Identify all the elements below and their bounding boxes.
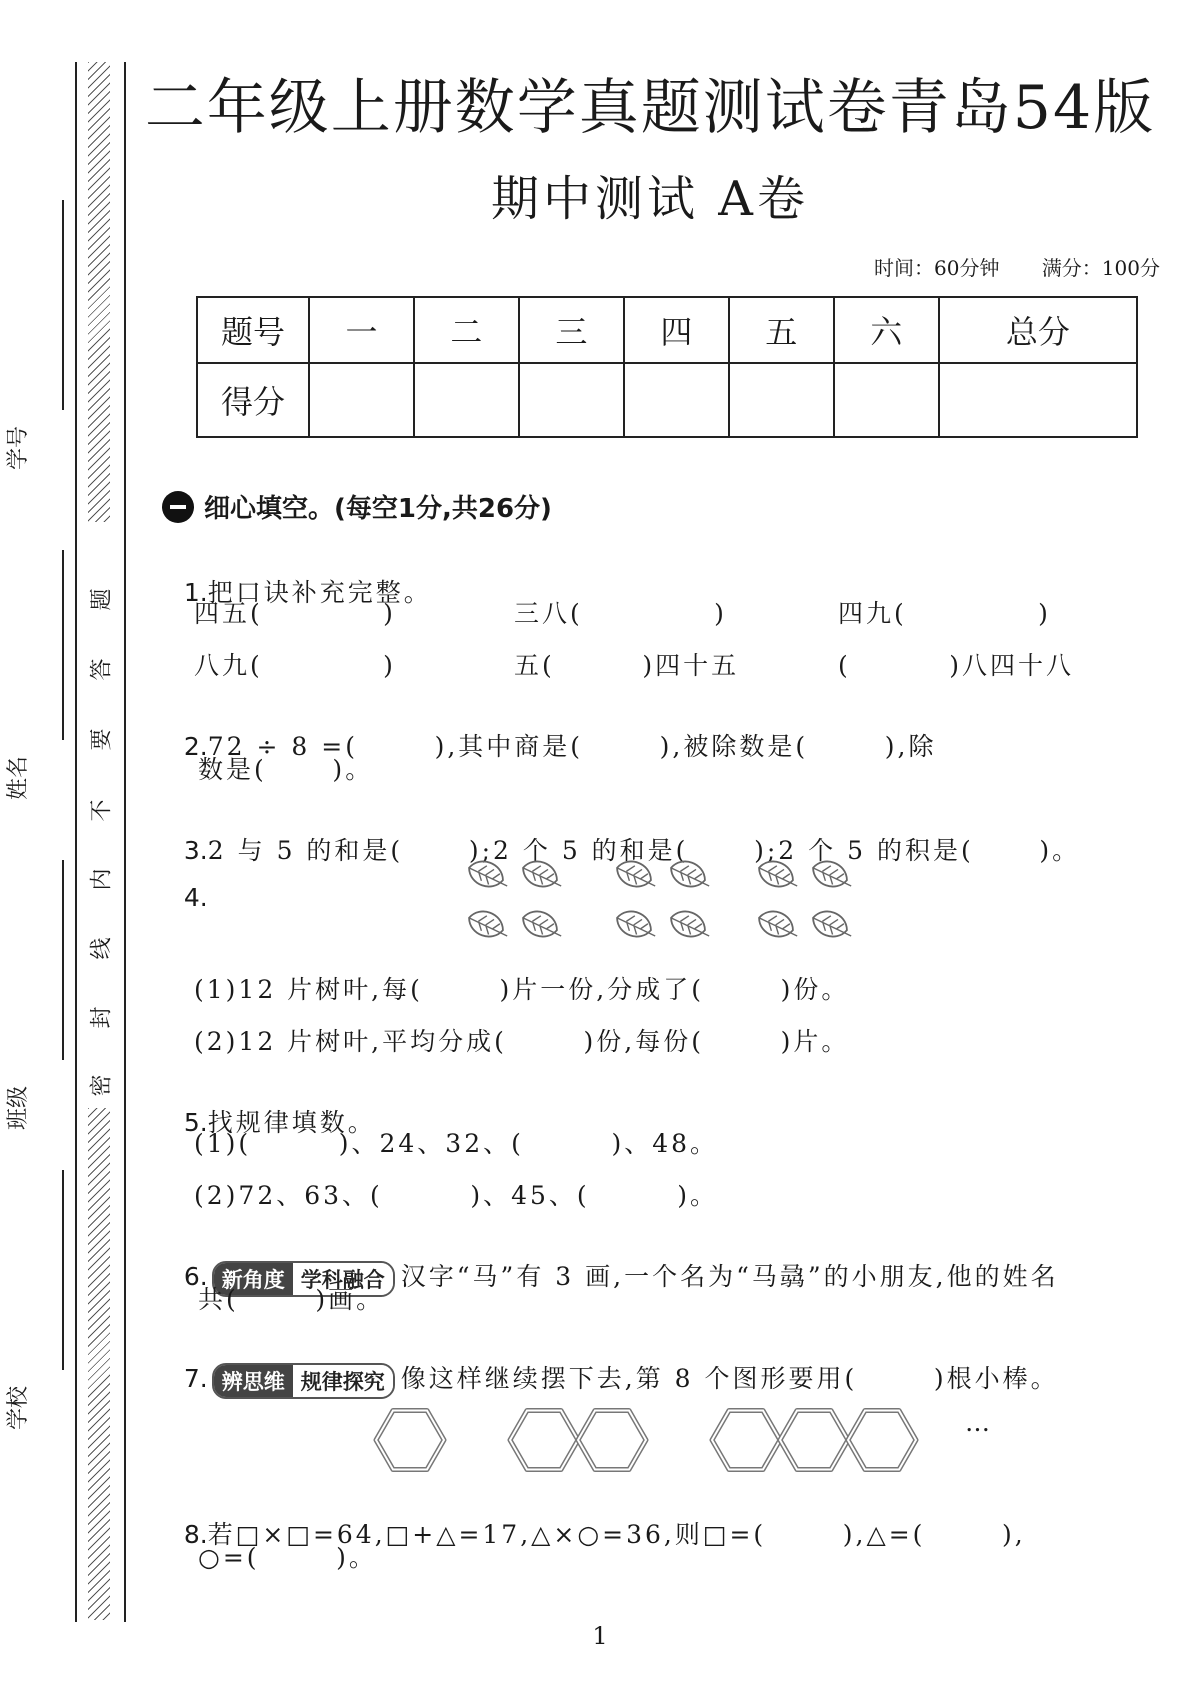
page-subtitle: 期中测试 A卷 — [491, 171, 809, 227]
score-cell[interactable] — [519, 363, 624, 437]
score-cell[interactable] — [624, 363, 729, 437]
score-cell[interactable] — [309, 363, 414, 437]
score-table-header-row — [197, 297, 1137, 363]
score-table-cell: 四 — [624, 297, 729, 363]
student-id-field[interactable] — [6, 200, 68, 470]
question-number: 5. — [183, 1108, 208, 1137]
question-4-part-1[interactable]: (1)12 片树叶,每( )片一份,分成了( )份。 — [194, 975, 850, 1004]
hexagon-icon — [510, 1411, 578, 1470]
tag-secondary: 规律探究 — [293, 1365, 393, 1397]
question-5-part-1[interactable]: (1)( )、24、32、( )、48。 — [194, 1129, 719, 1158]
leaf-figure — [462, 852, 882, 952]
tag-primary: 新角度 — [214, 1263, 293, 1295]
underline — [62, 550, 64, 740]
leaf-icon — [667, 857, 715, 894]
school-field[interactable] — [6, 1170, 68, 1430]
hexagon-figure-item — [510, 1411, 646, 1470]
score-table-cell: 五 — [729, 297, 834, 363]
score-cell[interactable] — [414, 363, 519, 437]
score-table-cell: 题号 — [197, 297, 309, 363]
leaf-icon — [755, 907, 803, 944]
hexagon-icon — [578, 1411, 646, 1470]
leaf-icon — [465, 907, 513, 944]
seal-char: 密 — [85, 1072, 116, 1100]
score-table-cell: 三 — [519, 297, 624, 363]
exam-meta — [838, 252, 1160, 281]
question-text: 72 ÷ 8 =( ),其中商是( ),被除数是( ),除 — [207, 732, 937, 761]
question-7[interactable] — [162, 1330, 1059, 1399]
score-table-cell: 一 — [309, 297, 414, 363]
underline — [62, 860, 64, 1060]
score-table-score-row — [197, 363, 1137, 437]
question-number: 1. — [183, 578, 208, 607]
score-cell[interactable] — [729, 363, 834, 437]
fill-blank[interactable]: 四五( ) — [194, 599, 396, 628]
question-4-part-2[interactable]: (2)12 片树叶,平均分成( )份,每份( )片。 — [194, 1027, 850, 1056]
seal-char: 线 — [85, 935, 116, 963]
time-limit: 时间：60分钟 — [874, 256, 1000, 280]
question-2-cont[interactable]: 数是( )。 — [198, 755, 374, 784]
fill-blank[interactable]: 五( )四十五 — [514, 651, 740, 680]
hatch-bottom — [88, 1108, 110, 1620]
leaf-icon — [755, 857, 803, 894]
score-cell[interactable] — [834, 363, 939, 437]
score-row-label: 得分 — [197, 363, 309, 437]
seal-char: 答 — [85, 656, 116, 684]
score-table-cell: 二 — [414, 297, 519, 363]
seal-char: 要 — [85, 726, 116, 754]
field-label: 学号 — [6, 425, 31, 470]
leaf-icon — [613, 907, 661, 944]
question-number: 4. — [183, 883, 208, 912]
leaf-icon — [465, 857, 513, 894]
section-title: 细心填空。(每空1分,共26分) — [204, 494, 552, 524]
hexagon-icon — [780, 1411, 848, 1470]
hatch-top — [88, 62, 110, 522]
seal-char: 内 — [85, 866, 116, 894]
seal-char: 题 — [85, 586, 116, 614]
minus-circle-icon — [162, 491, 194, 523]
section-heading — [162, 488, 552, 525]
question-tag — [212, 1363, 395, 1399]
page-number: 1 — [592, 1622, 608, 1650]
hexagon-icon — [376, 1411, 444, 1470]
tag-secondary: 学科融合 — [293, 1263, 393, 1295]
class-field[interactable] — [6, 860, 68, 1130]
leaf-icon — [809, 857, 857, 894]
question-number: 2. — [183, 732, 208, 761]
leaf-icon — [519, 857, 567, 894]
underline — [62, 200, 64, 410]
leaf-icon — [809, 907, 857, 944]
score-cell[interactable] — [939, 363, 1137, 437]
seal-char: 封 — [85, 1004, 116, 1032]
hexagon-icon — [848, 1411, 916, 1470]
field-label: 学校 — [6, 1385, 31, 1430]
question-6-cont[interactable]: 共( )画。 — [198, 1285, 385, 1314]
tag-primary: 辨思维 — [214, 1365, 293, 1397]
ellipsis: … — [965, 1408, 993, 1437]
question-number: 6. — [183, 1262, 208, 1291]
hexagon-icon — [712, 1411, 780, 1470]
underline — [62, 1170, 64, 1370]
question-number: 3. — [183, 836, 208, 865]
hexagon-figure-item — [376, 1411, 444, 1470]
fill-blank[interactable]: 四九( ) — [838, 599, 1051, 628]
binding-line-left — [75, 62, 77, 1622]
field-label: 班级 — [6, 1085, 31, 1130]
hexagon-figure — [376, 1392, 956, 1492]
hexagon-figure-item — [712, 1411, 916, 1470]
full-score: 满分：100分 — [1041, 256, 1160, 280]
fill-blank[interactable]: ( )八四十八 — [838, 651, 1075, 680]
leaf-icon — [667, 907, 715, 944]
leaf-icon — [519, 907, 567, 944]
question-4 — [162, 854, 208, 912]
question-text: 若□×□=64,□+△=17,△×○=36,则□=( ),△=( ), — [207, 1520, 1026, 1549]
binding-margin — [0, 0, 130, 1690]
question-number: 8. — [183, 1520, 208, 1549]
field-label: 姓名 — [6, 755, 31, 800]
question-text: 像这样继续摆下去,第 8 个图形要用( )根小棒。 — [400, 1364, 1059, 1393]
binding-line-right — [124, 62, 126, 1622]
name-field[interactable] — [6, 550, 68, 800]
question-text: 汉字“马”有 3 画,一个名为“马骉”的小朋友,他的姓名 — [400, 1262, 1059, 1291]
score-table — [196, 296, 1138, 438]
score-table-cell: 总分 — [939, 297, 1137, 363]
question-8-cont[interactable]: ○=( )。 — [198, 1543, 377, 1572]
leaf-icon — [613, 857, 661, 894]
fill-blank[interactable]: 八九( ) — [194, 651, 396, 680]
page-title: 二年级上册数学真题测试卷青岛54版 — [144, 73, 1156, 143]
seal-char: 不 — [85, 797, 116, 825]
question-text: 把口诀补充完整。 — [207, 578, 432, 607]
question-5-part-2[interactable]: (2)72、63、( )、45、( )。 — [194, 1181, 719, 1210]
question-text: 找规律填数。 — [207, 1108, 376, 1137]
score-table-cell: 六 — [834, 297, 939, 363]
question-number: 7. — [183, 1364, 208, 1393]
question-text: 2 与 5 的和是( );2 个 5 的和是( );2 个 5 的积是( )。 — [207, 836, 1081, 865]
fill-blank[interactable]: 三八( ) — [514, 599, 727, 628]
